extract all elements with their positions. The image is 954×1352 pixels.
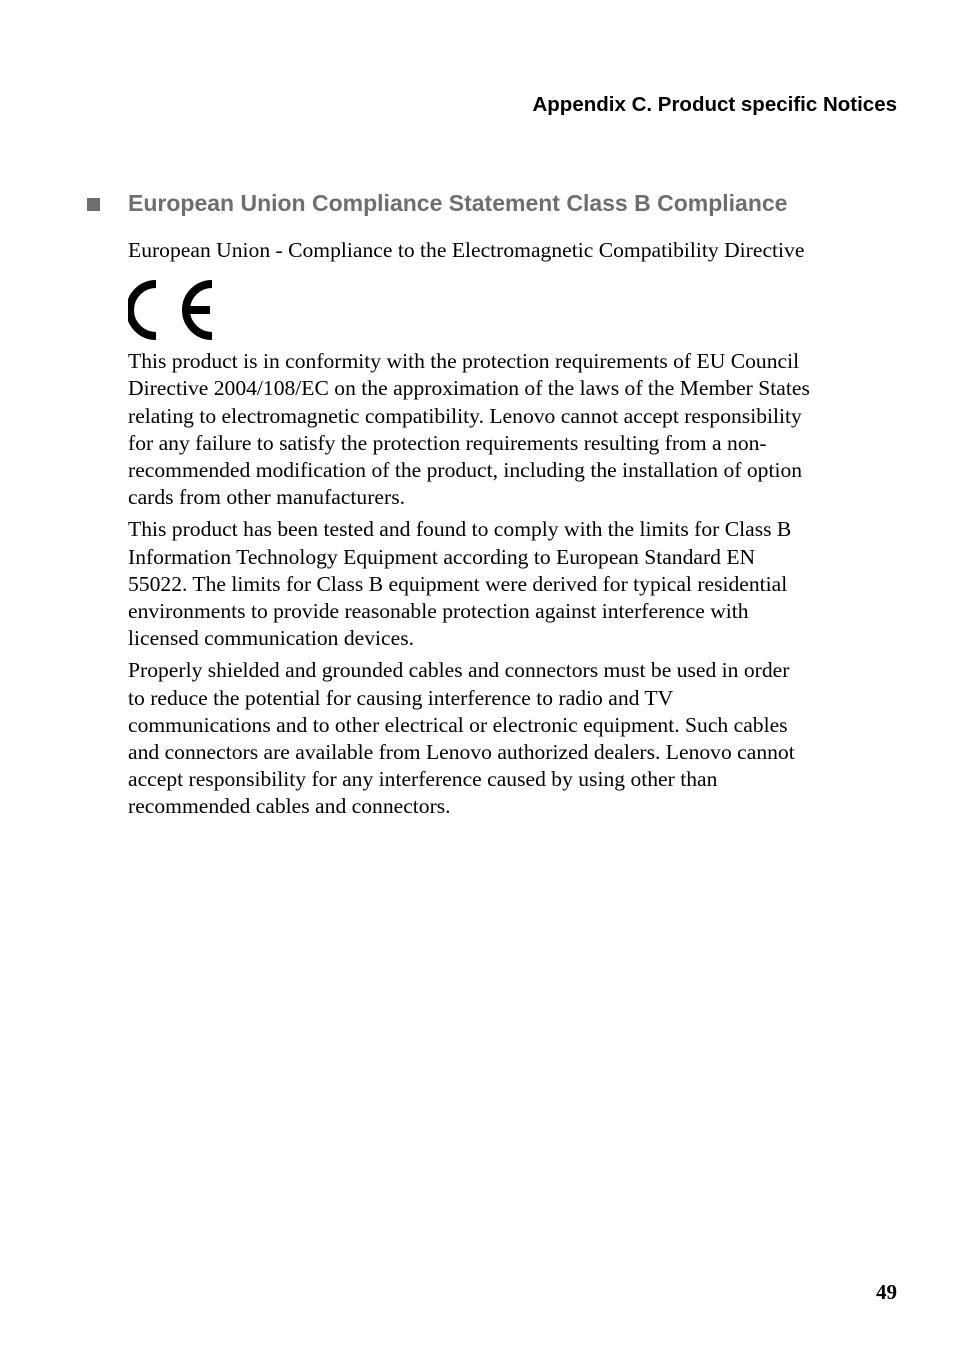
square-bullet-icon	[87, 198, 100, 211]
running-header: Appendix C. Product specific Notices	[532, 93, 897, 116]
intro-line: European Union - Compliance to the Electromagnetic Compatibility Directive	[128, 238, 805, 262]
paragraph-line: environments to provide reasonable protection against interference with	[128, 599, 749, 624]
paragraph-line: Directive 2004/108/EC on the approximation of the laws of the Member States	[128, 376, 810, 401]
ce-mark-logo	[128, 280, 218, 340]
paragraph-line: recommended cables and connectors.	[128, 794, 451, 819]
paragraph-line: Properly shielded and grounded cables and connectors must be used in order	[128, 658, 790, 683]
paragraph-line: and connectors are available from Lenovo authorized dealers. Lenovo cannot	[128, 740, 795, 765]
paragraph-line: for any failure to satisfy the protection requirements resulting from a non-	[128, 430, 767, 455]
section-heading	[87, 190, 787, 217]
paragraph-line: 55022. The limits for Class B equipment were derived for typical residential	[128, 571, 788, 596]
paragraph-line: Information Technology Equipment according to European Standard EN	[128, 544, 756, 569]
section-heading-text: European Union Compliance Statement Class B Compliance	[128, 190, 788, 216]
paragraph-2	[128, 516, 900, 652]
paragraph-line: This product has been tested and found to comply with the limits for Class B	[128, 517, 792, 542]
section-body	[128, 237, 900, 826]
paragraph-line: to reduce the potential for causing interference to radio and TV	[128, 685, 674, 710]
paragraph-line: This product is in conformity with the protection requirements of EU Council	[128, 349, 800, 374]
paragraph-line: cards from other manufacturers.	[128, 485, 405, 510]
paragraph-1	[128, 348, 900, 511]
paragraph-line: relating to electromagnetic compatibility. Lenovo cannot accept responsibility	[128, 403, 802, 428]
paragraph-3	[128, 657, 900, 820]
paragraph-line: recommended modification of the product, including the installation of option	[128, 458, 803, 483]
paragraph-line: licensed communication devices.	[128, 626, 415, 651]
paragraph-line: accept responsibility for any interference caused by using other than	[128, 767, 718, 792]
page-number: 49	[876, 1280, 897, 1304]
paragraph-line: communications and to other electrical or electronic equipment. Such cables	[128, 712, 788, 737]
